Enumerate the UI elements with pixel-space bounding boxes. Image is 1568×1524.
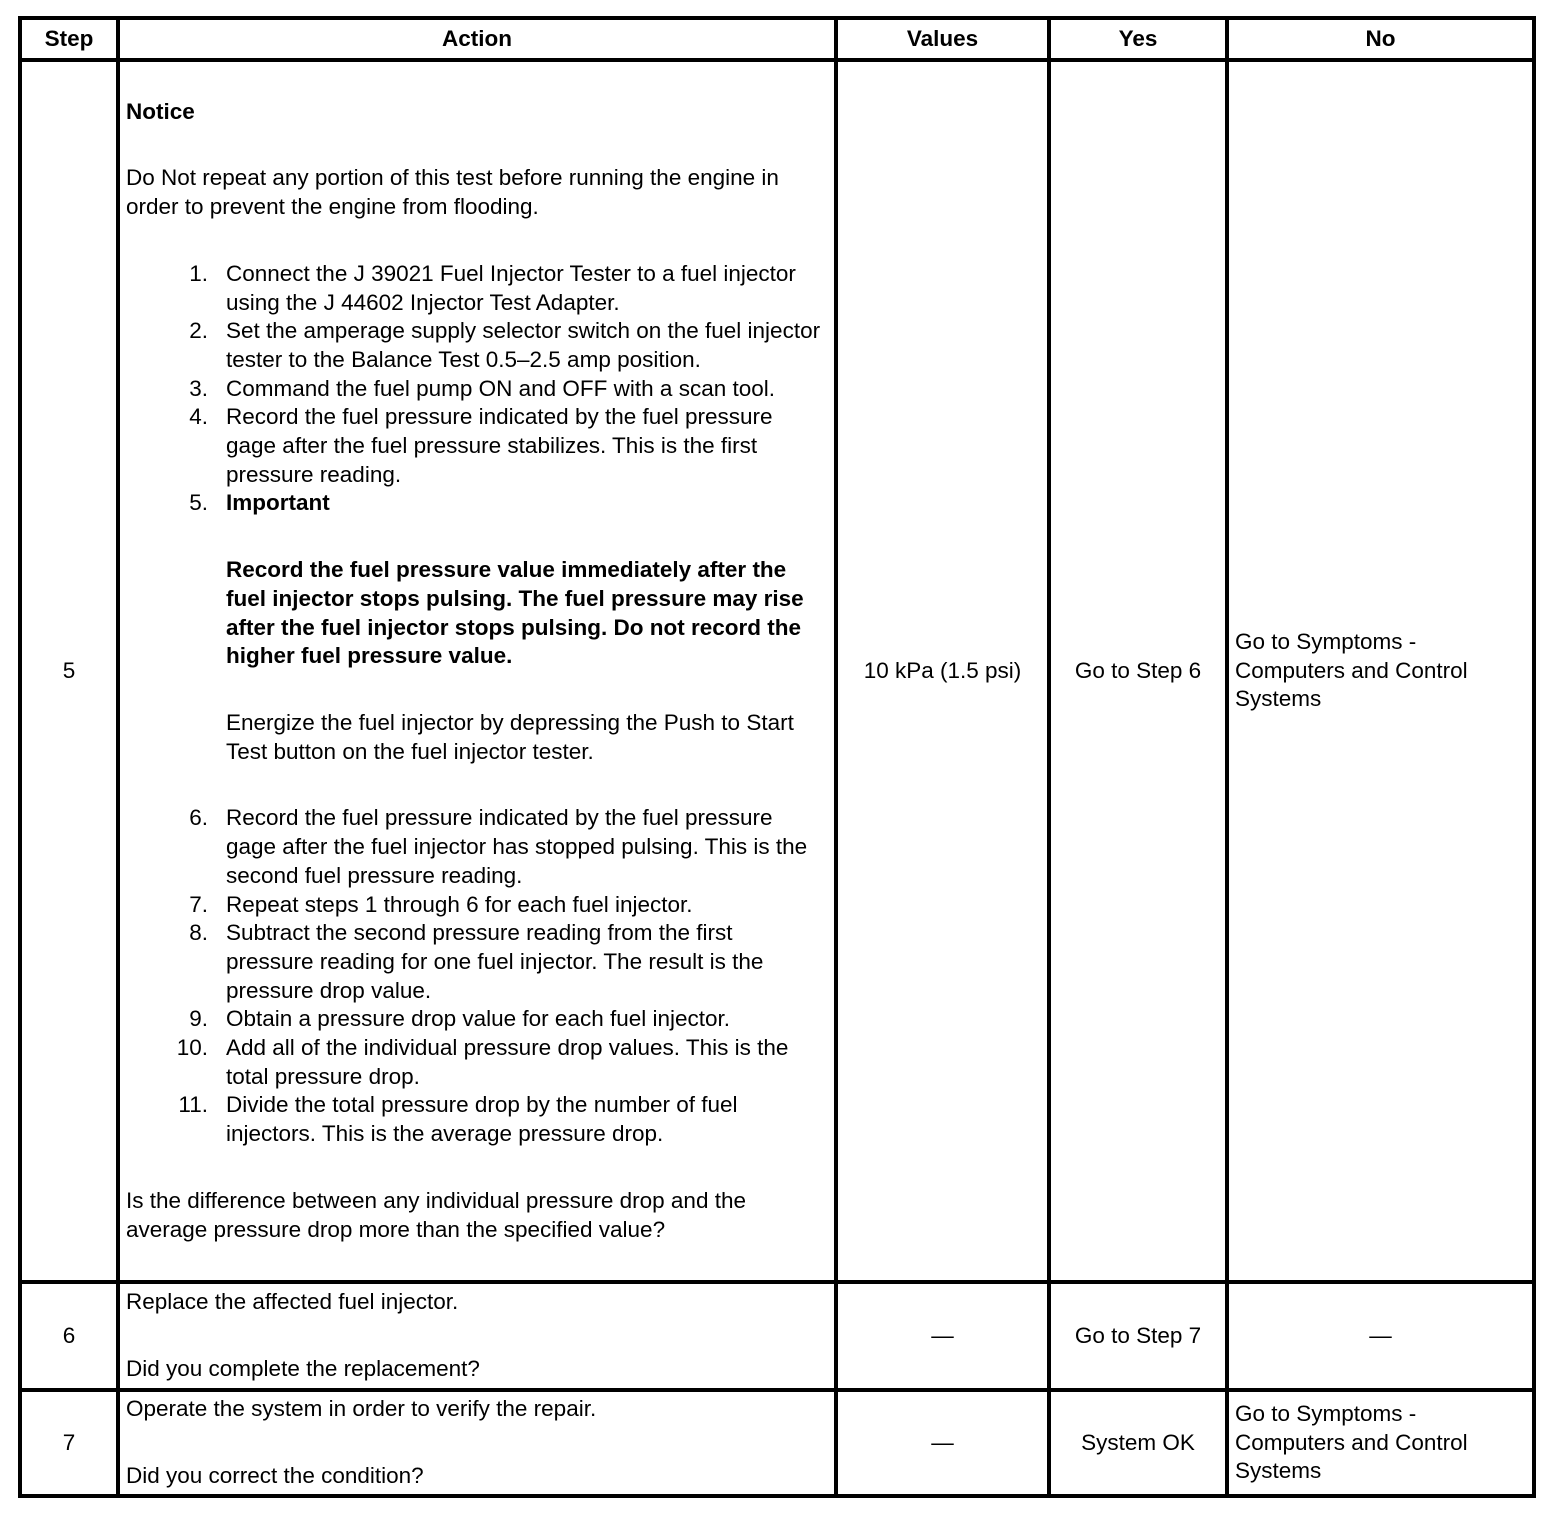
list-item: 6. Record the fuel pressure indicated by the fuel pressure gage after the fuel injector has stopped pulsing. This is the second fuel pressure reading. <box>189 805 808 888</box>
list-item: 8. Subtract the second pressure reading from the first pressure reading for one fuel injector. The result is the pressure drop value. <box>189 920 764 1003</box>
no-cell: Go to Symptoms - Computers and Control Systems <box>1227 1390 1534 1496</box>
list-item: 4. Record the fuel pressure indicated by the fuel pressure gage after the fuel pressure stabilizes. This is the first pressure reading. <box>189 404 773 487</box>
energize-text: Energize the fuel injector by depressing the Push to Start Test button on the fuel injector tester. <box>226 710 794 764</box>
question-text: Did you complete the replacement? <box>126 1356 480 1381</box>
action-cell <box>118 60 836 1282</box>
header-values: Values <box>836 18 1049 60</box>
notice-title: Notice <box>126 98 195 124</box>
list-item: 9. Obtain a pressure drop value for each fuel injector. <box>189 1006 731 1032</box>
yes-cell: Go to Step 6 <box>1049 60 1227 1282</box>
table-row-step-7 <box>20 1390 1534 1496</box>
procedure-list-continued <box>126 804 828 1148</box>
no-cell: — <box>1227 1282 1534 1390</box>
header-action: Action <box>118 18 836 60</box>
list-item-important: 5. Important <box>189 490 330 516</box>
values-cell: — <box>836 1282 1049 1390</box>
header-row <box>20 18 1534 60</box>
values-cell: 10 kPa (1.5 psi) <box>836 60 1049 1282</box>
action-cell <box>118 1282 836 1390</box>
header-step: Step <box>20 18 118 60</box>
action-cell <box>118 1390 836 1496</box>
list-item: 1. Connect the J 39021 Fuel Injector Tester to a fuel injector using the J 44602 Injector Test Adapter. <box>189 260 796 315</box>
header-yes: Yes <box>1049 18 1227 60</box>
no-cell: Go to Symptoms - Computers and Control Systems <box>1227 60 1534 1282</box>
list-item: 10. Add all of the individual pressure drop values. This is the total pressure drop. <box>176 1035 789 1089</box>
diagnostic-table <box>18 16 1536 1498</box>
table-row-step-6 <box>20 1282 1534 1390</box>
procedure-list <box>126 260 828 518</box>
notice-text: Do Not repeat any portion of this test before running the engine in order to prevent the engine from flooding. <box>126 165 779 220</box>
yes-cell: System OK <box>1049 1390 1227 1496</box>
list-item: 7. Repeat steps 1 through 6 for each fuel injector. <box>189 891 693 917</box>
step-number: 5 <box>20 60 118 1282</box>
list-item: 11. Divide the total pressure drop by the number of fuel injectors. This is the average pressure drop. <box>178 1092 738 1147</box>
question-text: Is the difference between any individual pressure drop and the average pressure drop more than the specified value? <box>126 1187 746 1242</box>
list-item: 2. Set the amperage supply selector switch on the fuel injector tester to the Balance Test 0.5–2.5 amp position. <box>189 318 821 372</box>
action-text: Replace the affected fuel injector. <box>126 1289 459 1315</box>
step-number: 6 <box>20 1282 118 1390</box>
list-item: 3. Command the fuel pump ON and OFF with a scan tool. <box>189 375 775 401</box>
action-text: Operate the system in order to verify the repair. <box>126 1396 597 1422</box>
question-text: Did you correct the condition? <box>126 1463 424 1488</box>
header-no: No <box>1227 18 1534 60</box>
important-text: Record the fuel pressure value immediately after the fuel injector stops pulsing. The fuel pressure may rise after the fuel injector stops pulsing. Do not record the higher fuel pressure value. <box>226 557 804 669</box>
table-row-step-5 <box>20 60 1534 1282</box>
yes-cell: Go to Step 7 <box>1049 1282 1227 1390</box>
step-number: 7 <box>20 1390 118 1496</box>
values-cell: — <box>836 1390 1049 1496</box>
